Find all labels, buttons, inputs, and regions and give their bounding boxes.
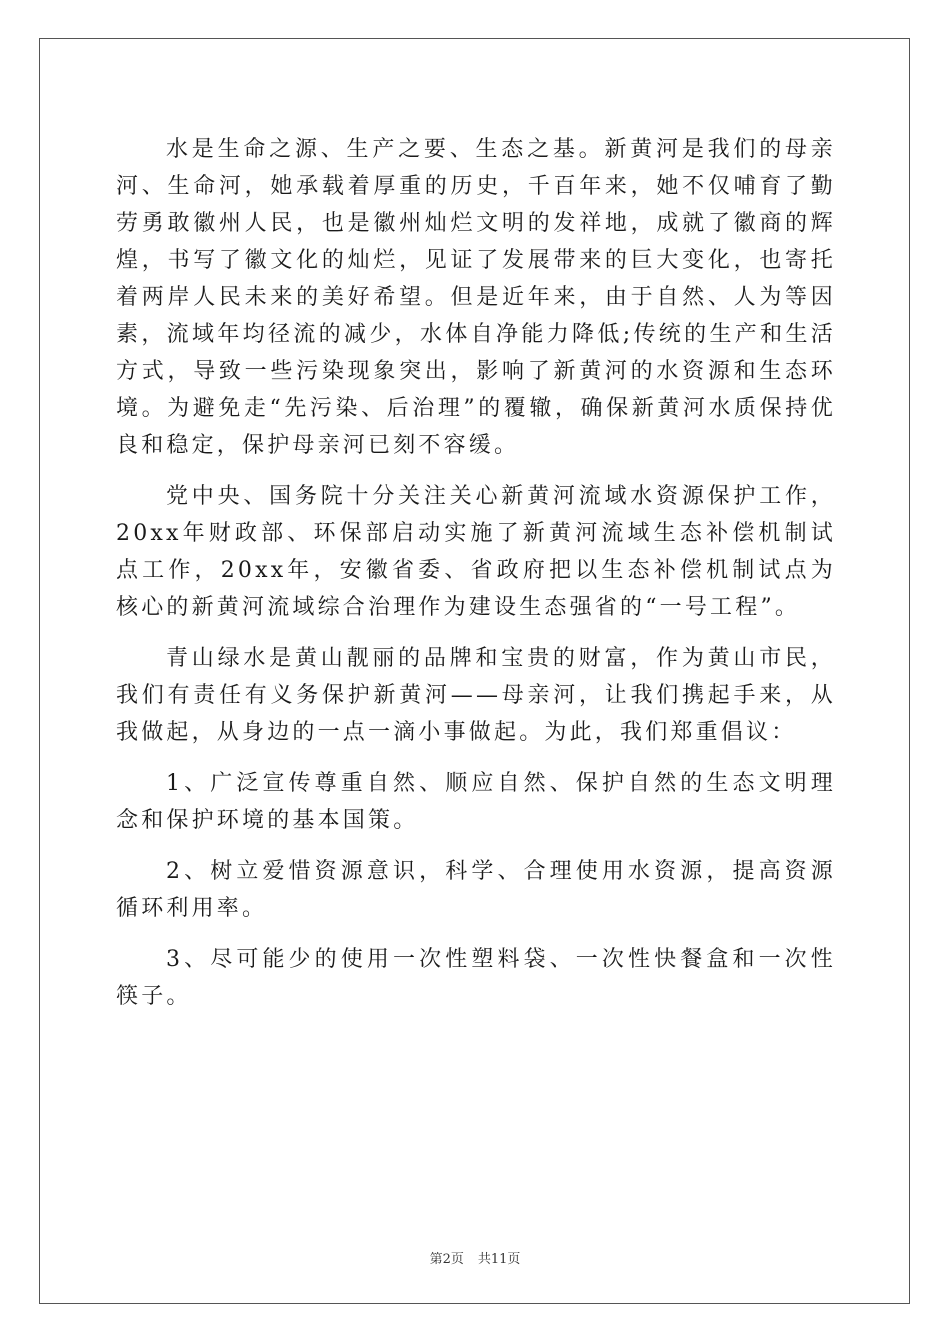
document-body — [116, 131, 836, 1015]
paragraph: 党中央、国务院十分关注关心新黄河流域水资源保护工作，20xx年财政部、环保部启动实施了新黄河流域生态补偿机制试点工作，20xx年，安徽省委、省政府把以生态补偿机制试点为核心的新黄河流域综合治理作为建设生态强省的“一号工程”。 — [116, 484, 836, 620]
page-number: 第2页 — [429, 1252, 464, 1267]
paragraph: 水是生命之源、生产之要、生态之基。新黄河是我们的母亲河、生命河，她承载着厚重的历史，千百年来，她不仅哺育了勤劳勇敢徽州人民，也是徽州灿烂文明的发祥地，成就了徽商的辉煌，书写了徽文化的灿烂，见证了发展带来的巨大变化，也寄托着两岸人民未来的美好希望。但是近年来，由于自然、人为等因素，流域年均径流的减少，水体自净能力降低;传统的生产和生活方式，导致一些污染现象突出，影响了新黄河的水资源和生态环境。为避免走“先污染、后治理”的覆辙，确保新黄河水质保持优良和稳定，保护母亲河已刻不容缓。 — [116, 137, 836, 458]
page-footer — [0, 1248, 950, 1267]
paragraph: 3、尽可能少的使用一次性塑料袋、一次性快餐盒和一次性筷子。 — [116, 947, 836, 1009]
paragraph: 青山绿水是黄山靓丽的品牌和宝贵的财富，作为黄山市民，我们有责任有义务保护新黄河——母亲河，让我们携起手来，从我做起，从身边的一点一滴小事做起。为此，我们郑重倡议： — [116, 646, 836, 745]
paragraph: 1、广泛宣传尊重自然、顺应自然、保护自然的生态文明理念和保护环境的基本国策。 — [116, 771, 836, 833]
page-total: 共11页 — [477, 1252, 521, 1267]
paragraph: 2、树立爱惜资源意识，科学、合理使用水资源，提高资源循环利用率。 — [116, 859, 836, 921]
